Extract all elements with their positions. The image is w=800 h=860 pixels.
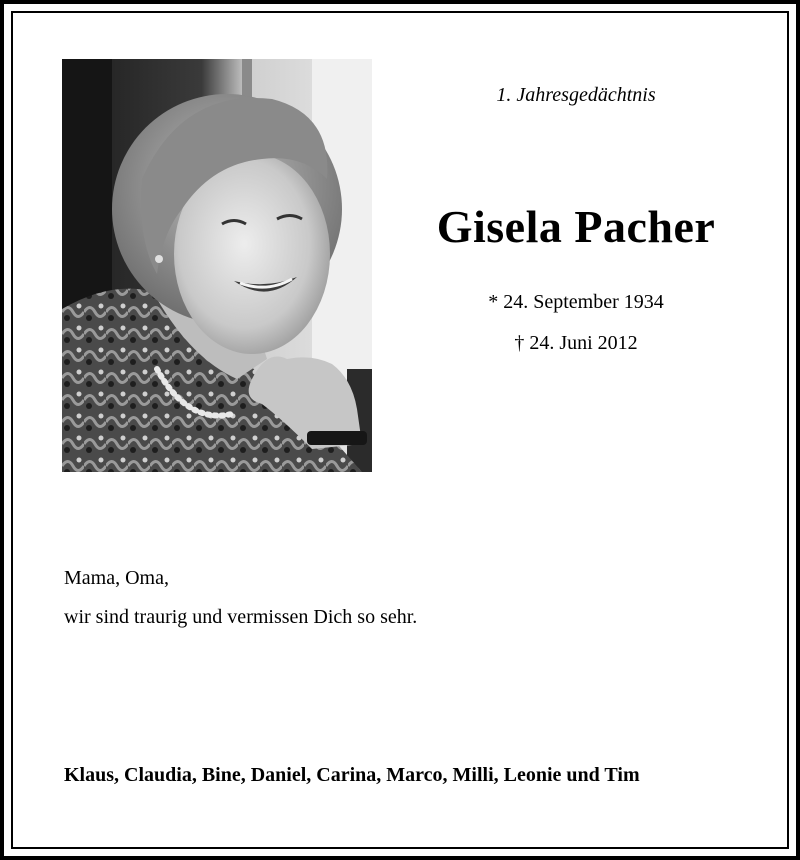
- memorial-message: wir sind traurig und vermissen Dich so sehr.: [64, 606, 418, 628]
- anniversary-label: 1. Jahresgedächtnis: [496, 84, 656, 106]
- portrait-photo: [62, 59, 372, 472]
- birth-date: * 24. September 1934: [488, 291, 664, 313]
- salutation-text: Mama, Oma,: [64, 567, 169, 589]
- death-date: † 24. Juni 2012: [514, 332, 638, 354]
- signers-list: Klaus, Claudia, Bine, Daniel, Carina, Marco, Milli, Leonie und Tim: [64, 764, 640, 786]
- deceased-name: Gisela Pacher: [436, 201, 716, 252]
